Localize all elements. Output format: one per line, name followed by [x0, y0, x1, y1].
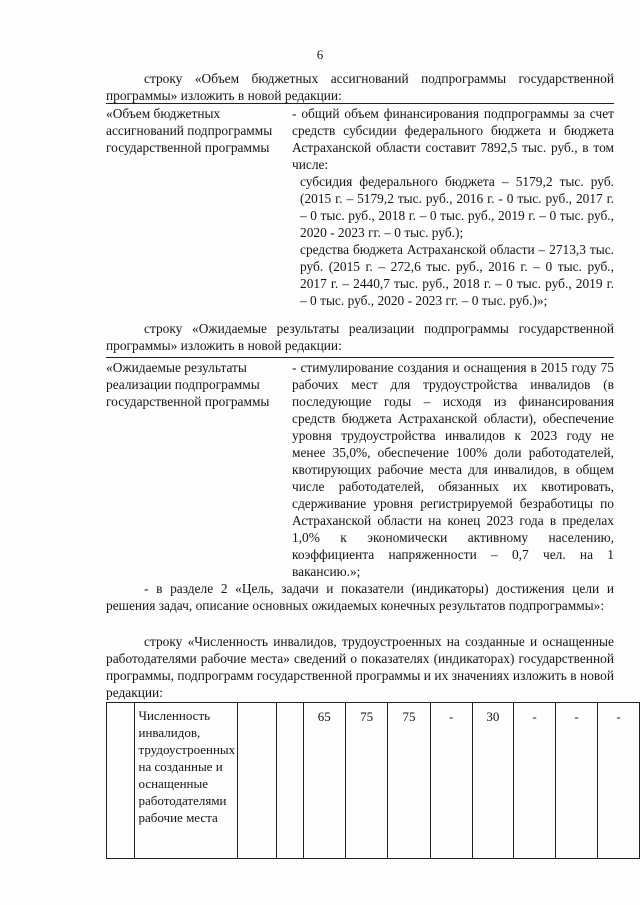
budget-total: - общий объем финансирования подпрограммы за счет средств субсидии федерального бюджета и бюджета Астраханской области составит 7892,5 тыс. руб., в том числе: — [292, 106, 614, 172]
table-cell-value: 75 — [388, 703, 430, 859]
page-number: 6 — [316, 47, 324, 62]
budget-federal: субсидия федерального бюджета – 5179,2 тыс. руб. (2015 г. – 5179,2 тыс. руб., 2016 г. - 0 тыс. руб., 2017 г. – 0 тыс. руб., 2018 г. – 0 тыс. руб., 2019 г. – 0 тыс. руб., 2020 - 2023 гг. – 0 тыс. руб.); — [300, 174, 614, 240]
budget-label: «Объем бюджетных ассигнований подпрограммы государственной программы — [106, 106, 273, 155]
budget-block — [106, 103, 614, 309]
table-cell-empty — [238, 703, 277, 859]
section1-intro: строку «Объем бюджетных ассигнований подпрограммы государственной программы» изложить в новой редакции: — [106, 71, 614, 103]
table-row — [107, 703, 640, 859]
table-cell-value: 30 — [472, 703, 513, 859]
table-cell-value: 75 — [345, 703, 387, 859]
table-cell-label: Численность инвалидов, трудоустроенных на созданные и оснащенные работодателями рабочие места — [134, 703, 238, 859]
section3-intro: - в разделе 2 «Цель, задачи и показатели (индикаторы) достижения цели и решения задач, описание основных ожидаемых конечных результатов подпрограммы»: — [106, 581, 614, 613]
indicator-table — [106, 702, 640, 859]
table-cell-value: - — [598, 703, 640, 859]
budget-regional: средства бюджета Астраханской области – 2713,3 тыс. руб. (2015 г. – 272,6 тыс. руб., 2016 г. – 0 тыс. руб., 2017 г. – 2440,7 тыс. руб., 2018 г. – 0 тыс. руб., 2019 г. – 0 тыс. руб., 2020 - 2023 гг. – 0 тыс. руб.)»; — [300, 242, 614, 308]
table-cell-empty — [277, 703, 304, 859]
table-cell-empty — [107, 703, 135, 859]
budget-content — [292, 104, 614, 309]
section3-line: строку «Численность инвалидов, трудоустроенных на созданные и оснащенные работодателями рабочие места» сведений о показателях (индикаторах) государственной программы, подпрограмм государственной программы и их значениях изложить в новой редакции: — [106, 634, 614, 700]
results-block — [106, 357, 614, 580]
table-cell-value: - — [514, 703, 556, 859]
results-label: «Ожидаемые результаты реализации подпрограммы государственной программы — [106, 360, 270, 409]
section2-intro: строку «Ожидаемые результаты реализации подпрограммы государственной программы» изложить в новой редакции: — [106, 321, 614, 353]
table-cell-value: - — [430, 703, 472, 859]
table-cell-value: - — [556, 703, 598, 859]
table-cell-value: 65 — [303, 703, 345, 859]
results-content: - стимулирование создания и оснащения в 2015 году 75 рабочих мест для трудоустройства инвалидов (в последующие годы – исходя из финансирования средств бюджета Астраханской области), обеспечение уровня трудоустройства инвалидов к 2023 году не менее 35,0%, обеспечение 100% доли работодателей, квотирующих рабочие места для инвалидов, в общем числе работодателей, обязанных их квотировать, сдерживание уровня регистрируемой безработицы по Астраханской области на конец 2023 года в пределах 1,0% к экономически активному населению, коэффициента напряженности – 0,7 чел. на 1 вакансию.»; — [292, 360, 614, 579]
